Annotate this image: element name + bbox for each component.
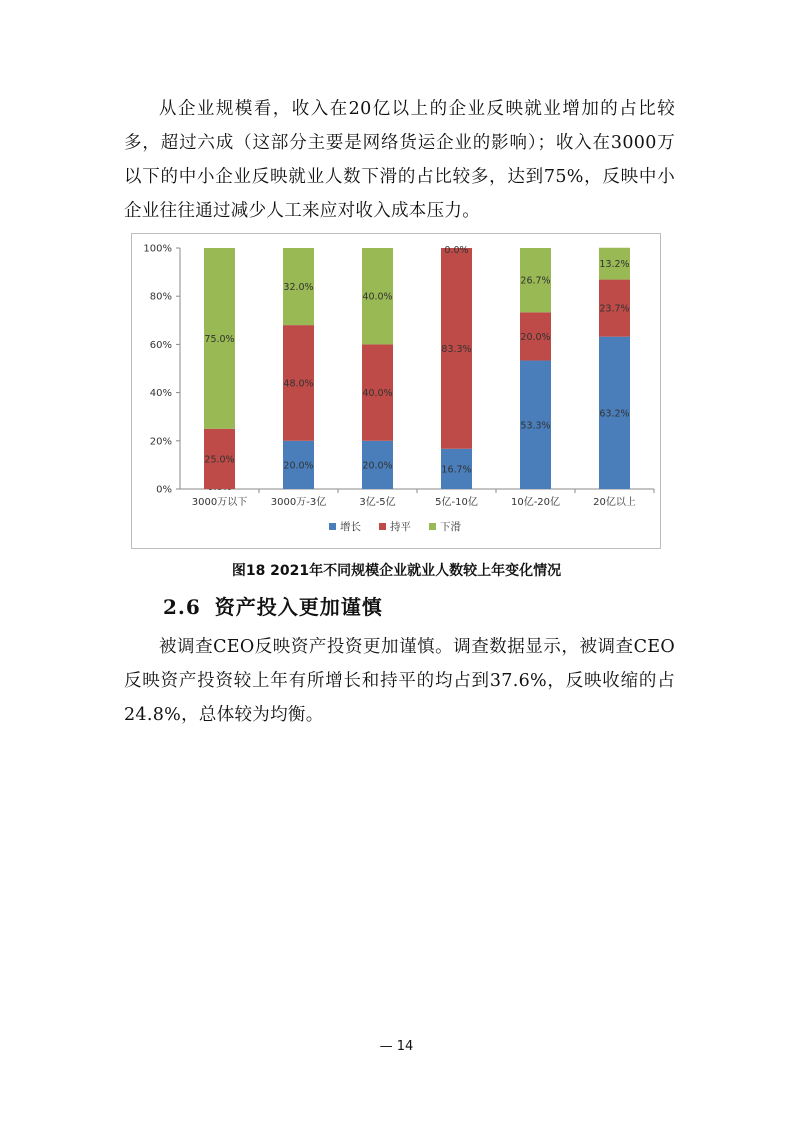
data-label: 40.0% <box>362 291 393 303</box>
data-label: 0.0% <box>444 245 469 256</box>
x-tick-label: 10亿-20亿 <box>510 497 561 508</box>
x-tick-label: 3亿-5亿 <box>359 497 396 508</box>
y-tick-label: 40% <box>149 388 172 400</box>
y-tick-label: 80% <box>149 291 172 303</box>
data-label: 63.2% <box>599 408 630 420</box>
page-number: — 14 <box>379 1039 414 1054</box>
legend-swatch-2 <box>379 523 386 530</box>
x-tick-label: 3000万以下 <box>191 497 248 508</box>
legend-label: 下滑 <box>440 521 461 533</box>
x-tick-label: 3000万-3亿 <box>270 497 327 508</box>
x-tick-label: 5亿-10亿 <box>435 497 478 508</box>
y-tick-label: 20% <box>149 436 172 448</box>
chart-frame <box>131 233 661 549</box>
data-label: 40.0% <box>362 388 393 400</box>
paragraph-enterprise-scale: 从企业规模看，收入在20亿以上的企业反映就业增加的占比较多，超过六成（这部分主要是网络货运企业的影响）；收入在3000万以下的中小企业反映就业人数下滑的占比较多，达到75%，反映中小企业往往通过减少人工来应对收入成本压力。 <box>124 99 675 221</box>
stacked-bar-chart <box>132 234 660 548</box>
figure-caption: 图18 2021年不同规模企业就业人数较上年变化情况 <box>231 563 562 579</box>
y-tick-label: 60% <box>149 339 172 351</box>
data-label: 32.0% <box>283 282 314 294</box>
data-label: 53.3% <box>520 420 551 432</box>
data-label: 48.0% <box>283 378 314 390</box>
data-label: 20.0% <box>520 331 551 343</box>
legend-swatch-3 <box>429 523 436 530</box>
data-label: 25.0% <box>204 454 235 466</box>
data-label: 20.0% <box>362 460 393 472</box>
data-label: 23.7% <box>599 303 630 315</box>
data-label: 83.3% <box>441 343 472 355</box>
paragraph-asset-investment: 被调查CEO反映资产投资更加谨慎。调查数据显示，被调查CEO反映资产投资较上年有所增长和持平的均占到37.6%，反映收缩的占24.8%，总体较为均衡。 <box>124 637 675 725</box>
y-tick-label: 0% <box>156 484 172 496</box>
data-label: 16.7% <box>441 464 472 476</box>
data-label: 26.7% <box>520 275 551 287</box>
data-label: 20.0% <box>283 460 314 472</box>
section-heading <box>163 591 383 620</box>
data-label: 13.2% <box>599 259 630 271</box>
x-tick-label: 20亿以上 <box>593 497 636 508</box>
y-tick-label: 100% <box>143 243 172 255</box>
data-label: 75.0% <box>204 333 235 345</box>
legend-label: 增长 <box>340 521 361 533</box>
section-title: 资产投入更加谨慎 <box>214 595 383 619</box>
legend-swatch-1 <box>329 523 336 530</box>
legend-label: 持平 <box>390 521 411 533</box>
section-number: 2.6 <box>163 595 201 619</box>
